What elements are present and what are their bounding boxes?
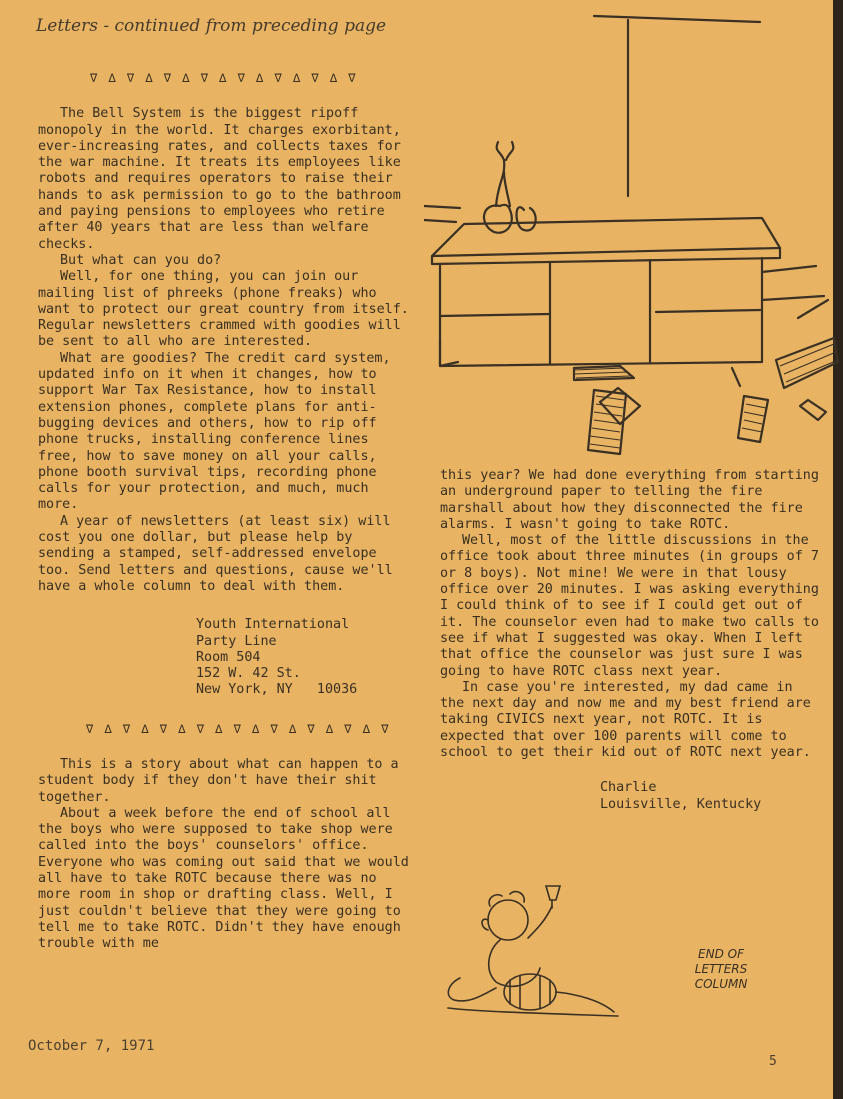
letter2-paragraph: This is a story about what can happen to a student body if they don't have their shit together.: [38, 756, 399, 805]
footer-date: October 7, 1971: [28, 1038, 155, 1054]
letter2-paragraph: About a week before the end of school all the boys who were supposed to take shop were called into the boys' counselors' office. Everyone who was coming out said that we would all have to take ROTC because there was no more room in shop or drafting class. Well, I just couldn't believe that they were going to tell me to take ROTC. Didn't they have enough trouble with me: [38, 805, 409, 952]
cherub-illustration: [440, 880, 620, 1020]
signature-name: Charlie: [600, 780, 657, 796]
address-line: Room 504: [196, 649, 261, 665]
address-line: Party Line: [196, 633, 277, 649]
signature-location: Louisville, Kentucky: [600, 796, 762, 812]
address-line: New York, NY 10036: [196, 682, 358, 698]
letter1-paragraph: What are goodies? The credit card system, updated info on it when it changes, how to support War Tax Resistance, how to install extension phones, complete plans for anti-bugging devices and others, how to rip off phone trucks, installing conference lines free, how to save money on all your calls, phone booth survival tips, recording phone calls for your protection, and much, much more.: [38, 350, 391, 513]
page-header: Letters - continued from preceding page: [36, 16, 387, 36]
triangle-divider: ∇ ∆ ∇ ∆ ∇ ∆ ∇ ∆ ∇ ∆ ∇ ∆ ∇ ∆ ∇ ∆ ∇: [86, 721, 391, 736]
address-line: 152 W. 42 St.: [196, 666, 301, 682]
letter2-paragraph: this year? We had done everything from starting an underground paper to telling the fire marshall about how they disconnected the fire alarms. I wasn't going to take ROTC.: [440, 468, 819, 532]
address-line: Youth International: [196, 617, 350, 633]
mailing-address: [196, 617, 414, 698]
letter1-paragraph: The Bell System is the biggest ripoff monopoly in the world. It charges exorbitant, ever-increasing rates, and collects taxes for the war machine. It treats its employees like robots and requires operators to raise their hands to ask permission to go to the bathroom and paying pensions to employees who retire after 40 years that are less than welfare checks.: [38, 106, 401, 252]
page-number: 5: [769, 1054, 777, 1069]
end-note-line: END OF: [698, 947, 744, 961]
letter1-paragraph: A year of newsletters (at least six) will cost you one dollar, but please help by sending a stamped, self-addressed envelope too. Send letters and questions, cause we'll have a whole column to deal with them.: [38, 513, 393, 594]
left-column: [38, 70, 414, 953]
end-note-line: COLUMN: [694, 977, 748, 991]
letter1-paragraph: But what can you do?: [60, 252, 222, 268]
right-column: [440, 468, 822, 813]
triangle-divider: ∇ ∆ ∇ ∆ ∇ ∆ ∇ ∆ ∇ ∆ ∇ ∆ ∇ ∆ ∇: [90, 71, 358, 85]
letter1-paragraph: Well, for one thing, you can join our mailing list of phreeks (phone freaks) who want to protect our great country from itself. Regular newsletters crammed with goodies will be sent to all who are interested.: [38, 269, 409, 350]
end-note-line: LETTERS: [694, 962, 748, 976]
letter2-paragraph: Well, most of the little discussions in the office took about three minutes (in groups of 7 or 8 boys). Not mine! We were in that lousy office over 20 minutes. I was asking everything I could think of to see if I could get out of it. The counselor even had to make two calls to see if what I suggested was okay. When I left that office the counselor was just sure I was going to have ROTC class next year.: [440, 533, 819, 679]
end-of-letters-note: [680, 947, 762, 992]
desk-illustration: [424, 10, 843, 458]
signature: [600, 780, 822, 813]
letter2-paragraph: In case you're interested, my dad came in the next day and now me and my best friend are taking CIVICS next year, not ROTC. It is expected that over 100 parents will come to school to get their kid out of ROTC next year.: [440, 679, 811, 761]
